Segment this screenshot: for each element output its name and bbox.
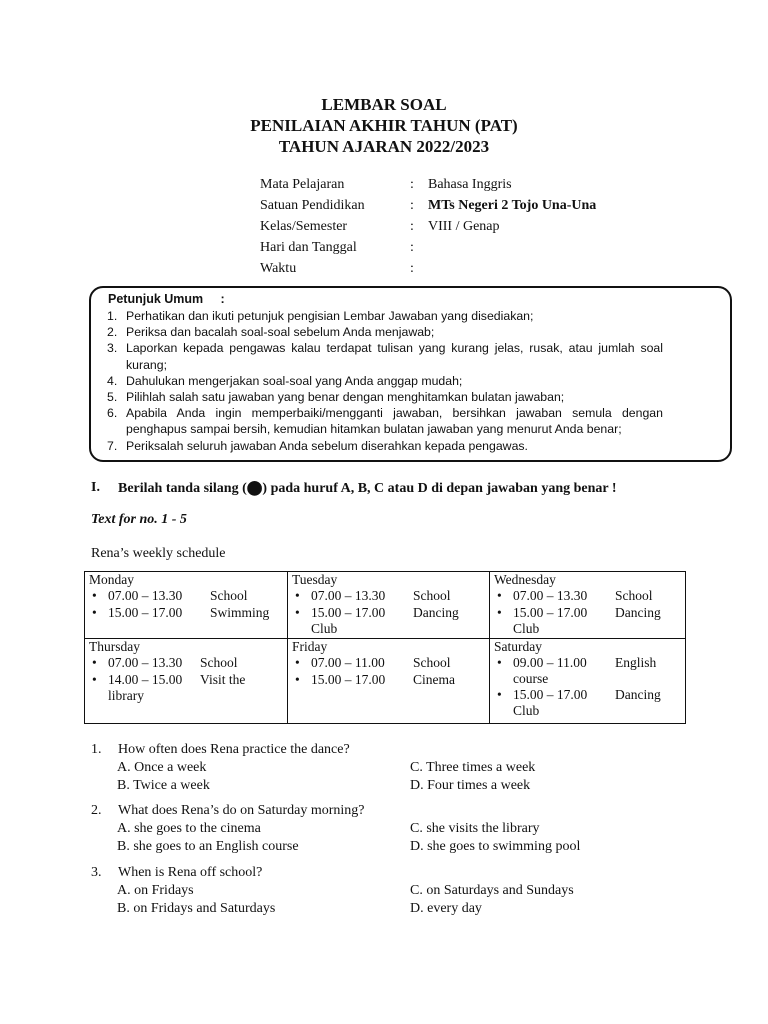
question-text: How often does Rena practice the dance? [118, 742, 350, 757]
schedule-entry [89, 671, 287, 688]
option-row [117, 882, 677, 900]
option-d[interactable]: D. she goes to swimming pool [410, 839, 581, 854]
bullet-icon: • [92, 672, 97, 687]
schedule-entry [494, 587, 685, 604]
instruction-text: Apabila Anda ingin memperbaiki/mengganti jawaban, bersihkan jawaban semula dengan penghapus sampai bersih, kemudian hitamkan bulatan jawaban yang menurut Anda benar; [126, 406, 663, 437]
bullet-icon: • [92, 588, 97, 603]
entry-activity-continued: Club [513, 703, 540, 718]
option-row [117, 820, 677, 838]
schedule-entry [292, 604, 489, 621]
question-number: 1. [91, 742, 102, 757]
entry-time: 15.00 – 17.00 [311, 605, 386, 620]
day-name: Thursday [89, 639, 140, 654]
instruction-item [107, 324, 663, 340]
entry-activity: Dancing [615, 687, 661, 702]
day-name: Monday [89, 572, 134, 587]
schedule-entry [494, 686, 685, 703]
entry-activity: Visit the [200, 672, 246, 687]
table-row [85, 572, 686, 639]
entry-time: 07.00 – 13.30 [513, 588, 588, 603]
entry-activity: School [210, 588, 248, 603]
answer-options [117, 759, 677, 795]
table-row [85, 639, 686, 724]
question-text: What does Rena’s do on Saturday morning? [118, 803, 365, 818]
entry-activity: Swimming [210, 605, 270, 620]
meta-row-time [260, 258, 596, 279]
instruction-number: 1. [107, 309, 118, 323]
option-row [117, 838, 677, 856]
instruction-number: 2. [107, 325, 118, 340]
schedule-cell-saturday [490, 639, 686, 724]
schedule-entry [89, 604, 287, 621]
sheet-title: LEMBAR SOAL [321, 95, 447, 114]
instruction-item [107, 438, 663, 454]
question-text: When is Rena off school? [118, 865, 263, 880]
instruction-item [107, 373, 663, 389]
option-c[interactable]: C. on Saturdays and Sundays [410, 883, 574, 898]
schedule-entry [292, 587, 489, 604]
bullet-icon: • [497, 588, 502, 603]
entry-time: 14.00 – 15.00 [108, 672, 183, 687]
entry-activity-continued: Club [513, 621, 540, 636]
schedule-entry [292, 654, 489, 671]
bullet-icon: • [295, 672, 300, 687]
instruction-text: Perhatikan dan ikuti petunjuk pengisian Lembar Jawaban yang disediakan; [126, 309, 534, 323]
schedule-entry [89, 587, 287, 604]
day-name: Saturday [494, 639, 542, 654]
option-a[interactable]: A. on Fridays [117, 883, 194, 898]
option-d[interactable]: D. Four times a week [410, 778, 531, 793]
entry-activity: Dancing [615, 605, 661, 620]
option-a[interactable]: A. Once a week [117, 760, 207, 775]
instruction-item [107, 389, 663, 405]
question-number: 2. [91, 803, 102, 818]
instruction-number: 6. [107, 406, 118, 421]
exam-info [260, 174, 596, 279]
question-number: 3. [91, 865, 102, 880]
entry-activity: School [413, 655, 451, 670]
meta-row-school [260, 195, 596, 216]
bullet-icon: • [295, 655, 300, 670]
option-b[interactable]: B. on Fridays and Saturdays [117, 901, 276, 916]
instruction-text: Laporkan kepada pengawas kalau terdapat tulisan yang kurang jelas, rusak, atau jumlah soal kurang; [126, 341, 663, 372]
school-year: TAHUN AJARAN 2022/2023 [278, 137, 490, 156]
meta-value: Bahasa Inggris [428, 177, 512, 192]
instruction-item [107, 340, 663, 372]
meta-value: VIII / Genap [428, 219, 500, 234]
option-b[interactable]: B. Twice a week [117, 778, 210, 793]
question-line [91, 864, 651, 882]
instruction-text: Pilihlah salah satu jawaban yang benar dengan menghitamkan bulatan jawaban; [126, 390, 565, 405]
question-1 [91, 741, 651, 795]
meta-label: Satuan Pendidikan [260, 198, 365, 213]
answer-options [117, 820, 677, 856]
instructions-heading: Petunjuk Umum : [108, 292, 225, 306]
instruction-item [107, 405, 663, 437]
meta-value: MTs Negeri 2 Tojo Una-Una [428, 198, 597, 213]
entry-activity: School [615, 588, 653, 603]
instruction-number: 5. [107, 390, 118, 405]
meta-row-date [260, 237, 596, 258]
bullet-icon: • [497, 605, 502, 620]
entry-activity: Cinema [413, 672, 455, 687]
section-number: I. [91, 480, 100, 495]
entry-time: 07.00 – 11.00 [311, 655, 385, 670]
meta-colon: : [410, 219, 414, 234]
option-b[interactable]: B. she goes to an English course [117, 839, 299, 854]
meta-row-subject [260, 174, 596, 195]
schedule-entry [292, 671, 489, 688]
meta-colon: : [410, 198, 414, 213]
option-row [117, 900, 677, 918]
schedule-cell-thursday [85, 639, 288, 724]
bullet-icon: • [92, 655, 97, 670]
meta-label: Hari dan Tanggal [260, 240, 357, 255]
instruction-item [107, 308, 663, 324]
general-instructions-box [89, 286, 732, 462]
day-name: Friday [292, 639, 328, 654]
option-a[interactable]: A. she goes to the cinema [117, 821, 261, 836]
entry-activity-continued: Club [311, 621, 338, 636]
entry-time: 15.00 – 17.00 [108, 605, 183, 620]
day-name: Tuesday [292, 572, 338, 587]
entry-time: 07.00 – 13.30 [108, 588, 183, 603]
entry-activity: English [615, 655, 657, 670]
instruction-number: 7. [107, 438, 118, 453]
option-d[interactable]: D. every day [410, 901, 482, 916]
weekly-schedule-table [84, 571, 686, 724]
question-2 [91, 802, 651, 856]
instruction-text: Dahulukan mengerjakan soal-soal yang Anda anggap mudah; [126, 373, 463, 388]
bullet-icon: • [295, 605, 300, 620]
option-row [117, 759, 677, 777]
schedule-cell-tuesday [288, 572, 490, 639]
entry-time: 15.00 – 17.00 [513, 605, 588, 620]
schedule-cell-monday [85, 572, 288, 639]
meta-label: Kelas/Semester [260, 219, 348, 234]
schedule-entry [494, 604, 685, 621]
exam-name: PENILAIAN AKHIR TAHUN (PAT) [250, 116, 518, 135]
meta-row-class [260, 216, 596, 237]
instruction-text: Periksa dan bacalah soal-soal sebelum Anda menjawab; [126, 325, 435, 340]
meta-label: Mata Pelajaran [260, 177, 345, 192]
schedule-cell-wednesday [490, 572, 686, 639]
entry-time: 07.00 – 13.30 [108, 655, 183, 670]
section-heading [91, 480, 617, 497]
text-for-label: Text for no. 1 - 5 [91, 512, 187, 527]
day-name: Wednesday [494, 572, 556, 587]
entry-time: 15.00 – 17.00 [311, 672, 386, 687]
meta-colon: : [410, 177, 414, 192]
meta-label: Waktu [260, 261, 297, 276]
meta-colon: : [410, 240, 414, 255]
entry-activity: School [200, 655, 238, 670]
option-c[interactable]: C. she visits the library [410, 821, 540, 836]
question-line [91, 802, 651, 820]
entry-activity: School [413, 588, 451, 603]
bullet-icon: • [497, 655, 502, 670]
question-line [91, 741, 651, 759]
schedule-entry [494, 654, 685, 671]
entry-activity: Dancing [413, 605, 459, 620]
answer-options [117, 882, 677, 918]
bullet-icon: • [497, 687, 502, 702]
option-c[interactable]: C. Three times a week [410, 760, 536, 775]
meta-colon: : [410, 261, 414, 276]
instruction-number: 4. [107, 373, 118, 388]
instruction-number: 3. [107, 341, 118, 356]
instruction-text: Periksalah seluruh jawaban Anda sebelum diserahkan kepada pengawas. [126, 438, 528, 453]
entry-time: 15.00 – 17.00 [513, 687, 588, 702]
schedule-entry [89, 654, 287, 671]
schedule-cell-friday [288, 639, 490, 724]
option-row [117, 777, 677, 795]
question-3 [91, 864, 651, 918]
schedule-caption: Rena’s weekly schedule [91, 546, 226, 561]
instructions-list [107, 308, 663, 454]
entry-activity-continued: library [108, 688, 144, 703]
bullet-icon: • [92, 605, 97, 620]
entry-activity-continued: course [513, 671, 549, 686]
entry-time: 09.00 – 11.00 [513, 655, 587, 670]
entry-time: 07.00 – 13.30 [311, 588, 386, 603]
section-instruction: Berilah tanda silang (⬤) pada huruf A, B, C atau D di depan jawaban yang benar ! [118, 481, 617, 496]
bullet-icon: • [295, 588, 300, 603]
